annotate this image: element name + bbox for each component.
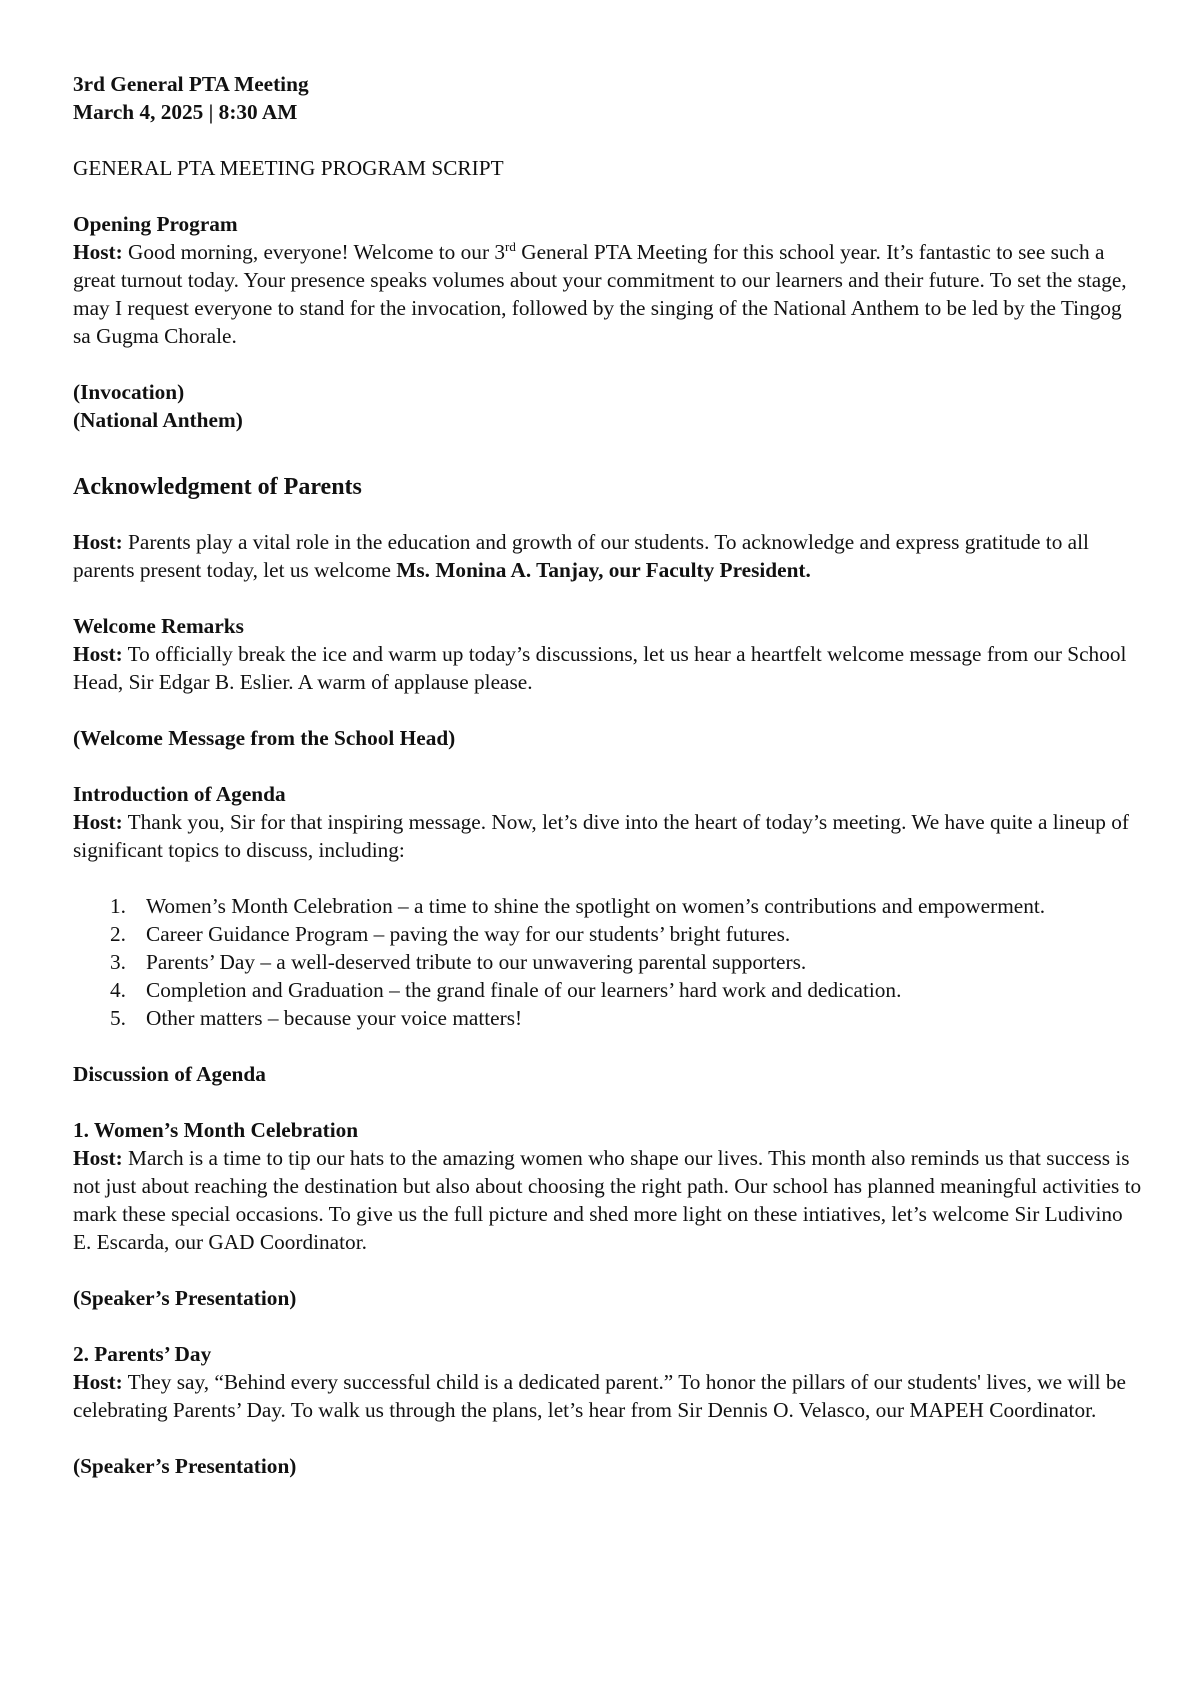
list-item bbox=[73, 892, 1143, 920]
acknowledgment-heading: Acknowledgment of Parents bbox=[73, 474, 362, 500]
list-item-text: Completion and Graduation – the grand finale of our learners’ hard work and dedication. bbox=[146, 978, 902, 1002]
list-item-number: 2. bbox=[110, 922, 126, 946]
agenda-intro-heading: Introduction of Agenda bbox=[73, 782, 286, 806]
agenda-list bbox=[73, 892, 1143, 1032]
list-item bbox=[73, 976, 1143, 1004]
womens-month-text: March is a time to tip our hats to the amazing women who shape our lives. This month also reminds us that success is not just about reaching the destination but also about choosing the right path. Our school has planned meaningful activities to mark these special occasions. To give us the full picture and shed more light on these intiatives, let’s welcome Sir Ludivino E. Escarda, our GAD Coordinator. bbox=[73, 1146, 1142, 1254]
list-item-text: Career Guidance Program – paving the way for our students’ bright futures. bbox=[146, 922, 791, 946]
list-item bbox=[73, 1004, 1143, 1032]
parents-day-paragraph bbox=[73, 1368, 1143, 1424]
speaker-presentation-cue: (Speaker’s Presentation) bbox=[73, 1286, 297, 1310]
parents-day-text: They say, “Behind every successful child is a dedicated parent.” To honor the pillars of our students' lives, we will be celebrating Parents’ Day. To walk us through the plans, let’s hear from Sir Dennis O. Velasco, our MAPEH Coordinator. bbox=[73, 1370, 1126, 1422]
speaker-presentation-cue: (Speaker’s Presentation) bbox=[73, 1454, 297, 1478]
welcome-remarks-heading: Welcome Remarks bbox=[73, 614, 244, 638]
womens-month-heading: 1. Women’s Month Celebration bbox=[73, 1118, 359, 1142]
list-item-text: Other matters – because your voice matters! bbox=[146, 1006, 523, 1030]
list-item bbox=[73, 948, 1143, 976]
list-item-number: 3. bbox=[110, 950, 126, 974]
faculty-president-name: Ms. Monina A. Tanjay, our Faculty President. bbox=[396, 558, 811, 582]
welcome-remarks-paragraph bbox=[73, 640, 1143, 696]
opening-program-paragraph bbox=[73, 238, 1143, 350]
host-label: Host: bbox=[73, 642, 123, 666]
host-label: Host: bbox=[73, 810, 123, 834]
list-item-number: 1. bbox=[110, 894, 126, 918]
host-label: Host: bbox=[73, 1146, 123, 1170]
agenda-intro-text: Thank you, Sir for that inspiring message. Now, let’s dive into the heart of today’s meeting. We have quite a lineup of significant topics to discuss, including: bbox=[73, 810, 1130, 862]
list-item-number: 4. bbox=[110, 978, 126, 1002]
national-anthem-cue: (National Anthem) bbox=[73, 408, 243, 432]
welcome-text: To officially break the ice and warm up today’s discussions, let us hear a heartfelt welcome message from our School Head, Sir Edgar B. Eslier. A warm of applause please. bbox=[73, 642, 1127, 694]
opening-text-before: Good morning, everyone! Welcome to our 3 bbox=[128, 240, 506, 264]
parents-day-heading: 2. Parents’ Day bbox=[73, 1342, 212, 1366]
discussion-heading: Discussion of Agenda bbox=[73, 1062, 266, 1086]
list-item-text: Parents’ Day – a well-deserved tribute to our unwavering parental supporters. bbox=[146, 950, 807, 974]
womens-month-paragraph bbox=[73, 1144, 1143, 1256]
acknowledgment-paragraph bbox=[73, 528, 1143, 584]
list-item-text: Women’s Month Celebration – a time to shine the spotlight on women’s contributions and empowerment. bbox=[146, 894, 1046, 918]
agenda-intro-paragraph bbox=[73, 808, 1143, 864]
host-label: Host: bbox=[73, 240, 123, 264]
welcome-message-cue: (Welcome Message from the School Head) bbox=[73, 726, 456, 750]
ordinal-superscript: rd bbox=[505, 238, 516, 254]
acknowledgment-text: Parents play a vital role in the education and growth of our students. To acknowledge and express gratitude to all parents present today, let us welcome bbox=[73, 530, 1089, 582]
host-label: Host: bbox=[73, 530, 123, 554]
invocation-cue: (Invocation) bbox=[73, 380, 185, 404]
list-item bbox=[73, 920, 1143, 948]
opening-text-after: General PTA Meeting for this school year. It’s fantastic to see such a great turnout today. Your presence speaks volumes about your commitment to our learners and their future. To set the stage, may I request everyone to stand for the invocation, followed by the singing of the National Anthem to be led by the Tingog sa Gugma Chorale. bbox=[73, 240, 1127, 348]
meeting-title: 3rd General PTA Meeting bbox=[73, 72, 309, 96]
document-title: GENERAL PTA MEETING PROGRAM SCRIPT bbox=[73, 156, 504, 180]
host-label: Host: bbox=[73, 1370, 123, 1394]
meeting-date-time: March 4, 2025 | 8:30 AM bbox=[73, 100, 298, 124]
document-page bbox=[73, 70, 1143, 1480]
opening-program-heading: Opening Program bbox=[73, 212, 238, 236]
list-item-number: 5. bbox=[110, 1006, 126, 1030]
